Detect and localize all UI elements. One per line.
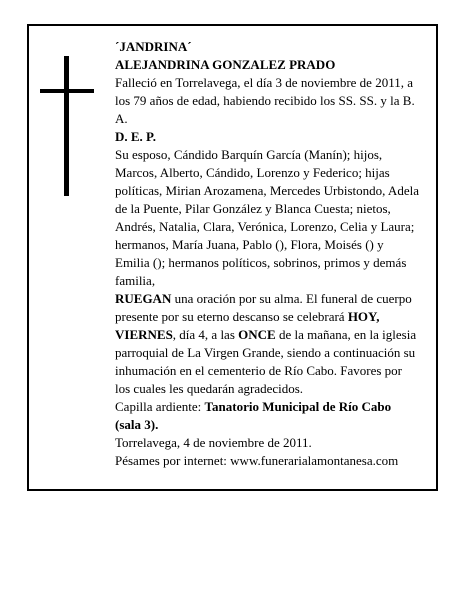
service-text: de la mañana, en la iglesia parroquial de La Virgen Grande, siendo a continuación su inhumación en el cementerio de Río Cabo. Favores por los cuales les quedarán agradecidos. (115, 327, 417, 396)
chapel-label: Capilla ardiente: (115, 399, 205, 414)
obituary-text (115, 38, 420, 470)
condolences-line: Pésames por internet: www.funerarialamontanesa.com (115, 453, 399, 468)
chapel-name: Tanatorio Municipal de Río Cabo (sala 3). (115, 399, 392, 432)
cross-icon (40, 56, 94, 196)
funeral-paragraph (115, 290, 420, 398)
dep-label: D. E. P. (115, 129, 157, 144)
prayer-text: una oración por su alma. El funeral de cuerpo presente por su eterno descanso se celebrará (115, 291, 412, 324)
nickname: ´JANDRINA´ (115, 39, 192, 54)
death-notice: Falleció en Torrelavega, el día 3 de noviembre de 2011, a los 79 años de edad, habiendo recibido los SS. SS. y la B. A. (115, 75, 415, 126)
date-line: Torrelavega, 4 de noviembre de 2011. (115, 435, 312, 450)
funeral-day: HOY, VIERNES (115, 309, 380, 342)
family-list: Su esposo, Cándido Barquín García (Manín); hijos, Marcos, Alberto, Cándido, Lorenzo y Federico; hijas políticas, Mirian Arozamena, Mercedes Urbistondo, Adela de la Puente, Pilar González y Blanca Cuesta; nietos, Andrés, Natalia, Clara, Verónica, Lorenzo, Celia y Laura; hermanos, María Juana, Pablo (), Flora, Moisés () y Emilia (); hermanos políticos, sobrinos, primos y demás familia, (115, 147, 419, 288)
ruegan-label: RUEGAN (115, 291, 172, 306)
chapel-line (115, 398, 420, 434)
deceased-name: ALEJANDRINA GONZALEZ PRADO (115, 57, 336, 72)
funeral-hour: ONCE (238, 327, 276, 342)
day-text: , día 4, a las (172, 327, 239, 342)
